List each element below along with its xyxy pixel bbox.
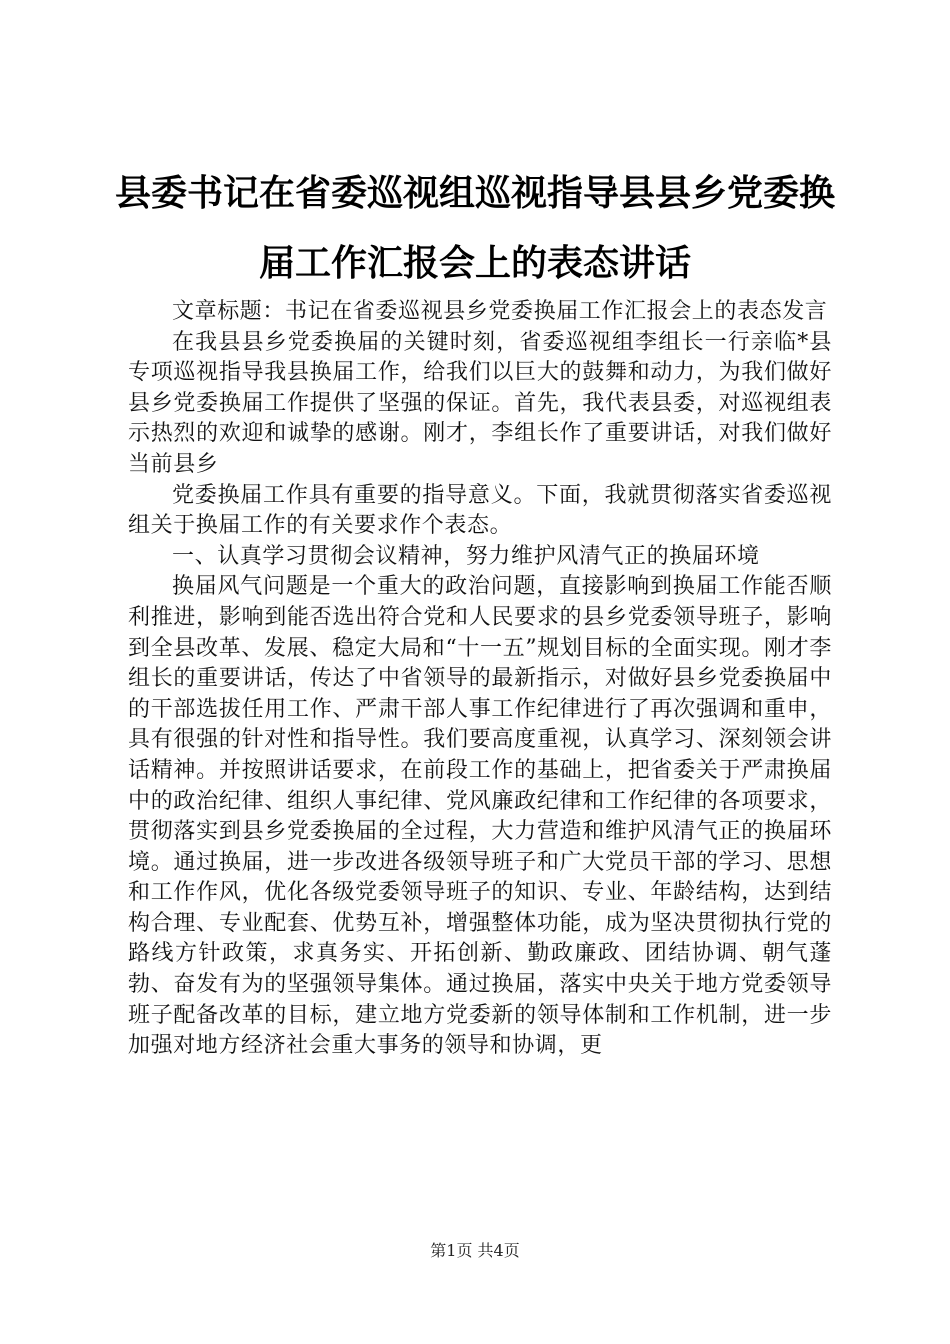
section-heading-1: 一、认真学习贯彻会议精神，努力维护风清气正的换届环境 bbox=[172, 543, 760, 569]
document-title bbox=[110, 158, 840, 298]
paragraph-opening: 在我县县乡党委换届的关键时刻，省委巡视组李组长一行亲临*县专项巡视指导我县换届工作，给我们以巨大的鼓舞和动力，为我们做好县乡党委换届工作提供了坚强的保证。首先，我代表县委，对巡视组表示热烈的欢迎和诚挚的感谢。刚才，李组长作了重要讲话，对我们做好当前县乡 bbox=[128, 329, 832, 477]
paragraph-section-1-body: 换届风气问题是一个重大的政治问题，直接影响到换届工作能否顺利推进，影响到能否选出符合党和人民要求的县乡党委领导班子，影响到全县改革、发展、稳定大局和“十一五”规划目标的全面实现。刚才李组长的重要讲话，传达了中省领导的最新指示，对做好县乡党委换届中的干部选拔任用工作、严肃干部人事工作纪律进行了再次强调和重申，具有很强的针对性和指导性。我们要高度重视，认真学习、深刻领会讲话精神。并按照讲话要求，在前段工作的基础上，把省委关于严肃换届中的政治纪律、组织人事纪律、党风廉政纪律和工作纪律的各项要求，贯彻落实到县乡党委换届的全过程，大力营造和维护风清气正的换届环境。通过换届，进一步改进各级领导班子和广大党员干部的学习、思想和工作作风，优化各级党委领导班子的知识、专业、年龄结构，达到结构合理、专业配套、优势互补，增强整体功能，成为坚决贯彻执行党的路线方针政策，求真务实、开拓创新、勤政廉政、团结协调、朝气蓬勃、奋发有为的坚强领导集体。通过换届，落实中央关于地方党委领导班子配备改革的目标，建立地方党委新的领导体制和工作机制，进一步加强对地方经济社会重大事务的领导和协调，更 bbox=[128, 574, 832, 1059]
title-line-1: 县委书记在省委巡视组巡视指导县县乡党委换 bbox=[114, 172, 835, 214]
paragraph-statement-intro: 党委换届工作具有重要的指导意义。下面，我就贯彻落实省委巡视组关于换届工作的有关要求作个表态。 bbox=[128, 482, 832, 539]
document-body bbox=[128, 297, 832, 1062]
title-line-2: 届工作汇报会上的表态讲话 bbox=[258, 242, 691, 284]
page-footer: 第1页 共4页 bbox=[430, 1241, 520, 1260]
paragraph-article-title: 文章标题：书记在省委巡视县乡党委换届工作汇报会上的表态发言 bbox=[172, 299, 828, 324]
